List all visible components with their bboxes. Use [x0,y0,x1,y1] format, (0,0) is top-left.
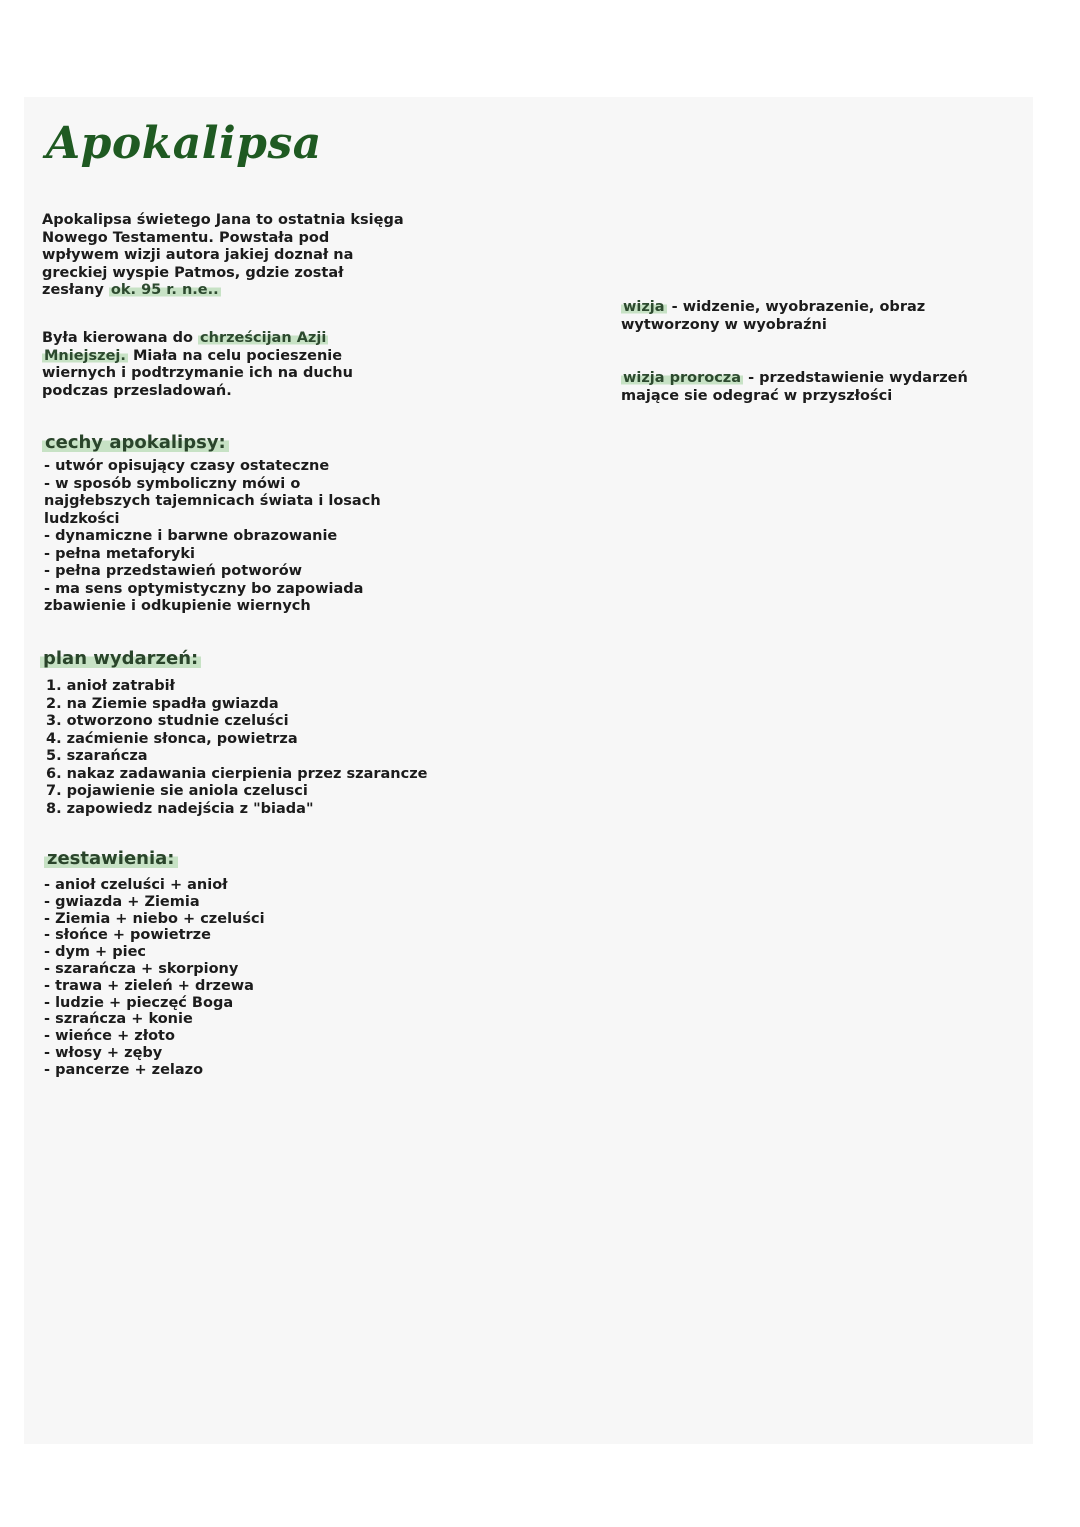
features-list [44,458,484,616]
list-item: - wieńce + złoto [44,1028,175,1045]
date-highlight: ok. 95 r. n.e.. [110,282,219,298]
definition-line [621,370,1041,388]
list-item: - Ziemia + niebo + czeluści [44,910,265,927]
audience-paragraph [42,330,462,400]
list-item: - utwór opisujący czasy ostateczne [44,458,330,474]
list-item: 1. anioł zatrabił [46,678,175,694]
audience-line: wiernych i podtrzymanie ich na duchu [42,365,353,381]
audience-line [42,330,462,348]
list-item: ludzkości [44,510,120,527]
intro-line: greckiej wyspie Patmos, gdzie został [42,264,344,281]
list-item: - szarańcza + skorpiony [44,960,239,977]
audience-prefix: Była kierowana do [42,330,193,346]
list-item: 4. zaćmienie słonca, powietrza [46,730,298,747]
audience-highlight: chrześcijan Azji [200,330,327,346]
definition-wizja-prorocza [621,370,1041,405]
list-item: - pełna metaforyki [44,545,195,562]
intro-line: Nowego Testamentu. Powstała pod [42,229,330,246]
list-item: - pancerze + zelazo [44,1061,204,1078]
definition-text: - przedstawienie wydarzeń [748,370,968,386]
list-item: - gwiazda + Ziemia [44,893,200,910]
audience-line: podczas przesladowań. [42,382,232,399]
features-heading-text: cechy apokalipsy: [42,432,229,453]
events-list [46,678,506,818]
list-item: - dym + piec [44,944,147,961]
events-heading [40,648,201,669]
intro-last-prefix: zesłany [42,282,104,298]
definition-term: wizja prorocza [623,370,742,386]
list-item: - anioł czeluści + anioł [44,877,228,893]
audience-line [42,348,462,366]
list-item: 3. otworzono studnie czeluści [46,713,289,729]
definition-line [621,299,1021,317]
list-item: - słońce + powietrze [44,927,211,944]
intro-line: wpływem wizji autora jakiej doznał na [42,247,354,263]
intro-paragraph [42,212,462,300]
list-item: 8. zapowiedz nadejścia z "biada" [46,800,314,817]
list-item: - ma sens optymistyczny bo zapowiada [44,580,364,597]
pairs-list [44,877,344,1079]
list-item: - w sposób symboliczny mówi o [44,475,301,492]
list-item: najgłebszych tajemnicach świata i losach [44,493,381,509]
features-heading [42,432,229,453]
list-item: 6. nakaz zadawania cierpienia przez szarancze [46,765,428,782]
list-item: zbawienie i odkupienie wiernych [44,598,311,614]
list-item: - trawa + zieleń + drzewa [44,977,254,994]
definition-text: - widzenie, wyobrazenie, obraz [671,299,926,315]
audience-highlight: Mniejszej. [44,347,126,364]
definition-term: wizja [623,299,665,315]
definition-wizja [621,299,1021,334]
pairs-heading [44,848,178,869]
list-item: - ludzie + pieczęć Boga [44,994,234,1011]
page-title: Apokalipsa [46,118,322,169]
intro-line: Apokalipsa świetego Jana to ostatnia księga [42,212,404,228]
events-heading-text: plan wydarzeń: [40,648,201,669]
list-item: 5. szarańcza [46,748,148,764]
list-item: - pełna przedstawień potworów [44,563,303,579]
list-item: 2. na Ziemie spadła gwiazda [46,695,279,712]
definition-text: mające sie odegrać w przyszłości [621,387,893,404]
list-item: 7. pojawienie sie aniola czelusci [46,783,308,799]
definition-text: wytworzony w wyobraźni [621,316,827,333]
intro-line [42,282,462,300]
list-item: - dynamiczne i barwne obrazowanie [44,528,338,544]
list-item: - szrańcza + konie [44,1011,193,1028]
list-item: - włosy + zęby [44,1044,163,1061]
pairs-heading-text: zestawienia: [44,848,178,869]
audience-after: Miała na celu pocieszenie [132,347,343,364]
